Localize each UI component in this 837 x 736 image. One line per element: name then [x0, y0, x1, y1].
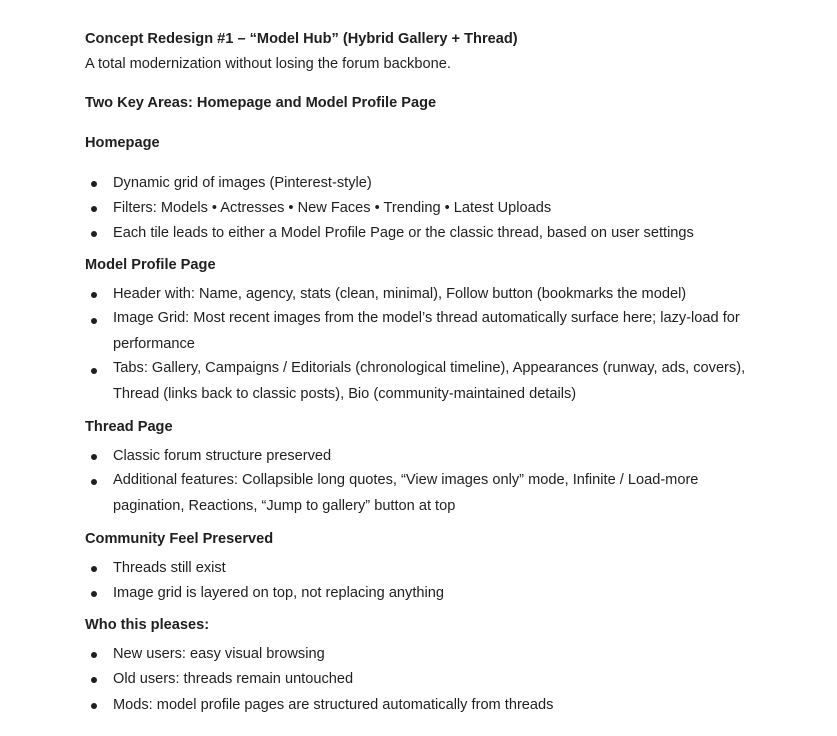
bullet-icon [91, 206, 97, 212]
who-heading: Who this pleases: [85, 617, 210, 633]
bullet-icon [91, 231, 97, 237]
list-item: Image grid is layered on top, not replacing anything [113, 585, 444, 601]
list-item: Header with: Name, agency, stats (clean, minimal), Follow button (bookmarks the model) [113, 286, 687, 302]
bullet-icon [91, 292, 97, 298]
community-heading: Community Feel Preserved [85, 531, 274, 547]
bullet-icon [91, 591, 97, 597]
list-item: Additional features: Collapsible long quotes, “View images only” mode, Infinite / Load-more pagination, Reactions, “Jump to gallery” button at top [113, 472, 699, 514]
list-item: Mods: model profile pages are structured automatically from threads [113, 697, 554, 713]
list-item: Filters: Models • Actresses • New Faces • Trending • Latest Uploads [113, 200, 552, 216]
document-title: Concept Redesign #1 – “Model Hub” (Hybrid Gallery + Thread) [85, 31, 518, 47]
homepage-heading: Homepage [85, 135, 160, 151]
bullet-icon [91, 454, 97, 460]
list-item: New users: easy visual browsing [113, 646, 325, 662]
bullet-icon [91, 368, 97, 374]
bullet-icon [91, 566, 97, 572]
key-areas-heading: Two Key Areas: Homepage and Model Profile Page [85, 95, 437, 111]
bullet-icon [91, 479, 97, 485]
bullet-icon [91, 677, 97, 683]
list-item: Threads still exist [113, 560, 226, 576]
list-item: Tabs: Gallery, Campaigns / Editorials (chronological timeline), Appearances (runway, ads, covers), Thread (links back to classic posts), Bio (community-maintained details) [113, 360, 746, 402]
bullet-icon [91, 703, 97, 709]
bullet-icon [91, 181, 97, 187]
document-subtitle: A total modernization without losing the forum backbone. [85, 56, 451, 72]
list-item: Image Grid: Most recent images from the model’s thread automatically surface here; lazy-load for performance [113, 310, 740, 352]
model-profile-heading: Model Profile Page [85, 257, 216, 273]
list-item: Old users: threads remain untouched [113, 671, 354, 687]
bullet-icon [91, 652, 97, 658]
thread-page-heading: Thread Page [85, 419, 173, 435]
list-item: Dynamic grid of images (Pinterest-style) [113, 175, 372, 191]
list-item: Each tile leads to either a Model Profile Page or the classic thread, based on user settings [113, 225, 694, 241]
bullet-icon [91, 318, 97, 324]
list-item: Classic forum structure preserved [113, 448, 332, 464]
